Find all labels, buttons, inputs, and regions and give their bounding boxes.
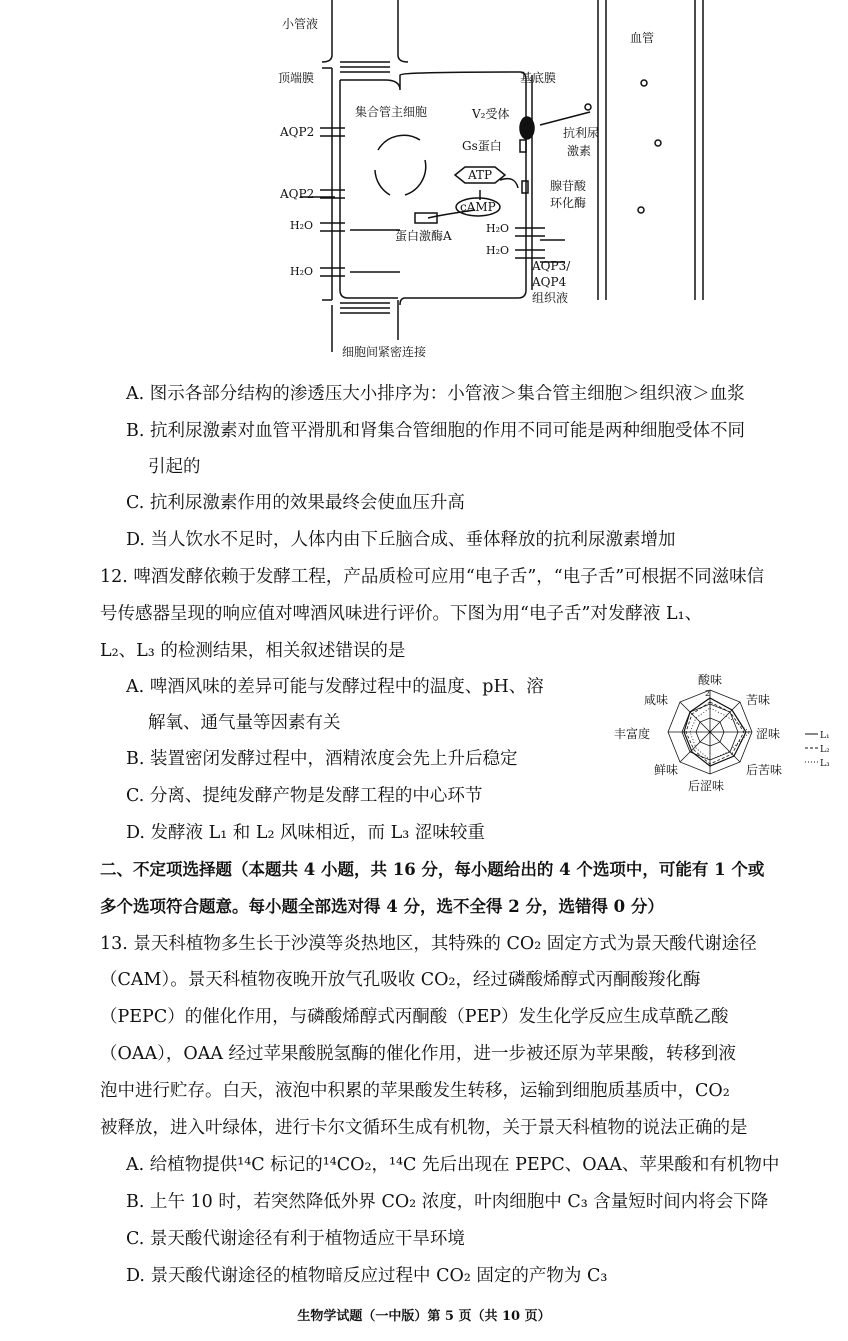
label-apical-membrane: 顶端膜 [278, 71, 315, 85]
label-atp: ATP [468, 168, 493, 182]
q11-option-c: C. 抗利尿激素作用的效果最终会使血压升高 [126, 493, 465, 513]
label-camp: cAMP [460, 200, 496, 214]
label-h2o-a: H₂O [290, 219, 314, 232]
label-adh-line1: 抗利尿 [563, 126, 600, 140]
radar-axis-bitter: 苦味 [746, 693, 771, 707]
label-protein-kinase-a: 蛋白激酶A [395, 229, 452, 243]
collecting-duct-diagram [0, 0, 848, 365]
q12-option-c: C. 分离、提纯发酵产物是发酵工程的中心环节 [126, 786, 483, 806]
label-interstitial-fluid: 组织液 [532, 291, 569, 305]
label-blood-vessel: 血管 [630, 31, 655, 45]
radar-axis-umami: 鲜味 [654, 763, 679, 777]
label-adenylate-cyclase-1: 腺苷酸 [550, 179, 587, 193]
q12-option-a-line1: A. 啤酒风味的差异可能与发酵过程中的温度、pH、溶 [126, 677, 544, 697]
label-aqp2-b: AQP2 [280, 187, 315, 201]
radar-legend-l2: L₂ [820, 745, 830, 755]
label-h2o-c: H₂O [486, 222, 510, 235]
label-h2o-d: H₂O [486, 244, 510, 257]
q12-stem-line3: L₂、L₃ 的检测结果，相关叙述错误的是 [100, 641, 406, 661]
radar-tick-top: 2 [705, 689, 711, 698]
section2-header-line2: 多个选项符合题意。每小题全部选对得 4 分，选不全得 2 分，选错得 0 分） [100, 897, 664, 916]
label-tight-junction: 细胞间紧密连接 [342, 345, 427, 359]
radar-axis-astringent: 涩味 [756, 727, 781, 741]
label-gs-protein: Gs蛋白 [462, 139, 502, 153]
label-v2-receptor: V₂受体 [472, 107, 510, 121]
q13-stem-line5: 泡中进行贮存。白天，液泡中积累的苹果酸发生转移，运输到细胞质基质中，CO₂ [100, 1081, 730, 1101]
label-aqp2-a: AQP2 [280, 125, 315, 139]
q13-stem-line2: （CAM）。景天科植物夜晚开放气孔吸收 CO₂，经过磷酸烯醇式丙酮酸羧化酶 [100, 970, 701, 990]
q13-stem-line1: 13. 景天科植物多生长于沙漠等炎热地区，其特殊的 CO₂ 固定方式为景天酸代谢途径 [100, 934, 757, 954]
label-adenylate-cyclase-2: 环化酶 [550, 196, 587, 210]
q12-stem-line2: 号传感器呈现的响应值对啤酒风味进行评价。下图为用“电子舌”对发酵液 L₁、 [100, 604, 703, 624]
q11-option-d: D. 当人饮水不足时，人体内由下丘脑合成、垂体释放的抗利尿激素增加 [126, 530, 676, 550]
q13-stem-line4: （OAA），OAA 经过苹果酸脱氢酶的催化作用，进一步被还原为苹果酸，转移到液 [100, 1044, 737, 1064]
radar-axis-salty: 咸味 [644, 693, 669, 707]
taste-radar-chart [600, 668, 840, 828]
label-basal-membrane: 基底膜 [520, 71, 557, 85]
radar-axis-after-astringent: 后涩味 [688, 779, 725, 793]
label-aqp34-1: AQP3/ [532, 259, 571, 273]
q12-stem-line1: 12. 啤酒发酵依赖于发酵工程，产品质检可应用“电子舌”，“电子舌”可根据不同滋味信 [100, 567, 765, 587]
label-adh-line2: 激素 [567, 144, 592, 158]
q13-option-c: C. 景天酸代谢途径有利于植物适应干旱环境 [126, 1229, 465, 1249]
q11-option-b-line1: B. 抗利尿激素对血管平滑肌和肾集合管细胞的作用不同可能是两种细胞受体不同 [126, 421, 745, 441]
label-principal-cell: 集合管主细胞 [355, 105, 428, 119]
label-aqp34-2: AQP4 [532, 275, 567, 289]
page-footer: 生物学试题（一中版）第 5 页（共 10 页） [297, 1309, 551, 1324]
radar-axis-sour: 酸味 [698, 673, 723, 687]
q13-option-d: D. 景天酸代谢途径的植物暗反应过程中 CO₂ 固定的产物为 C₃ [126, 1266, 608, 1286]
radar-legend-l1: L₁ [820, 731, 830, 741]
radar-axis-after-bitter: 后苦味 [746, 763, 783, 777]
q13-stem-line3: （PEPC）的催化作用，与磷酸烯醇式丙酮酸（PEP）发生化学反应生成草酰乙酸 [100, 1007, 729, 1027]
q12-option-a-line2: 解氧、通气量等因素有关 [148, 713, 341, 733]
q11-option-a: A. 图示各部分结构的渗透压大小排序为：小管液＞集合管主细胞＞组织液＞血浆 [126, 384, 745, 404]
label-h2o-b: H₂O [290, 265, 314, 278]
radar-axis-richness: 丰富度 [614, 727, 651, 741]
section2-header-line1: 二、不定项选择题（本题共 4 小题，共 16 分，每小题给出的 4 个选项中，可能有 1 个或 [100, 860, 765, 879]
q12-option-d: D. 发酵液 L₁ 和 L₂ 风味相近，而 L₃ 涩味较重 [126, 823, 485, 843]
radar-legend-l3: L₃ [820, 759, 830, 769]
q13-stem-line6: 被释放，进入叶绿体，进行卡尔文循环生成有机物，关于景天科植物的说法正确的是 [100, 1118, 748, 1138]
label-tubule-fluid: 小管液 [282, 17, 319, 31]
q11-option-b-line2: 引起的 [148, 457, 201, 477]
q13-option-b: B. 上午 10 时，若突然降低外界 CO₂ 浓度，叶肉细胞中 C₃ 含量短时间内将会下降 [126, 1192, 769, 1212]
q13-option-a: A. 给植物提供¹⁴C 标记的¹⁴CO₂，¹⁴C 先后出现在 PEPC、OAA、苹果酸和有机物中 [126, 1155, 780, 1175]
q12-option-b: B. 装置密闭发酵过程中，酒精浓度会先上升后稳定 [126, 749, 518, 769]
